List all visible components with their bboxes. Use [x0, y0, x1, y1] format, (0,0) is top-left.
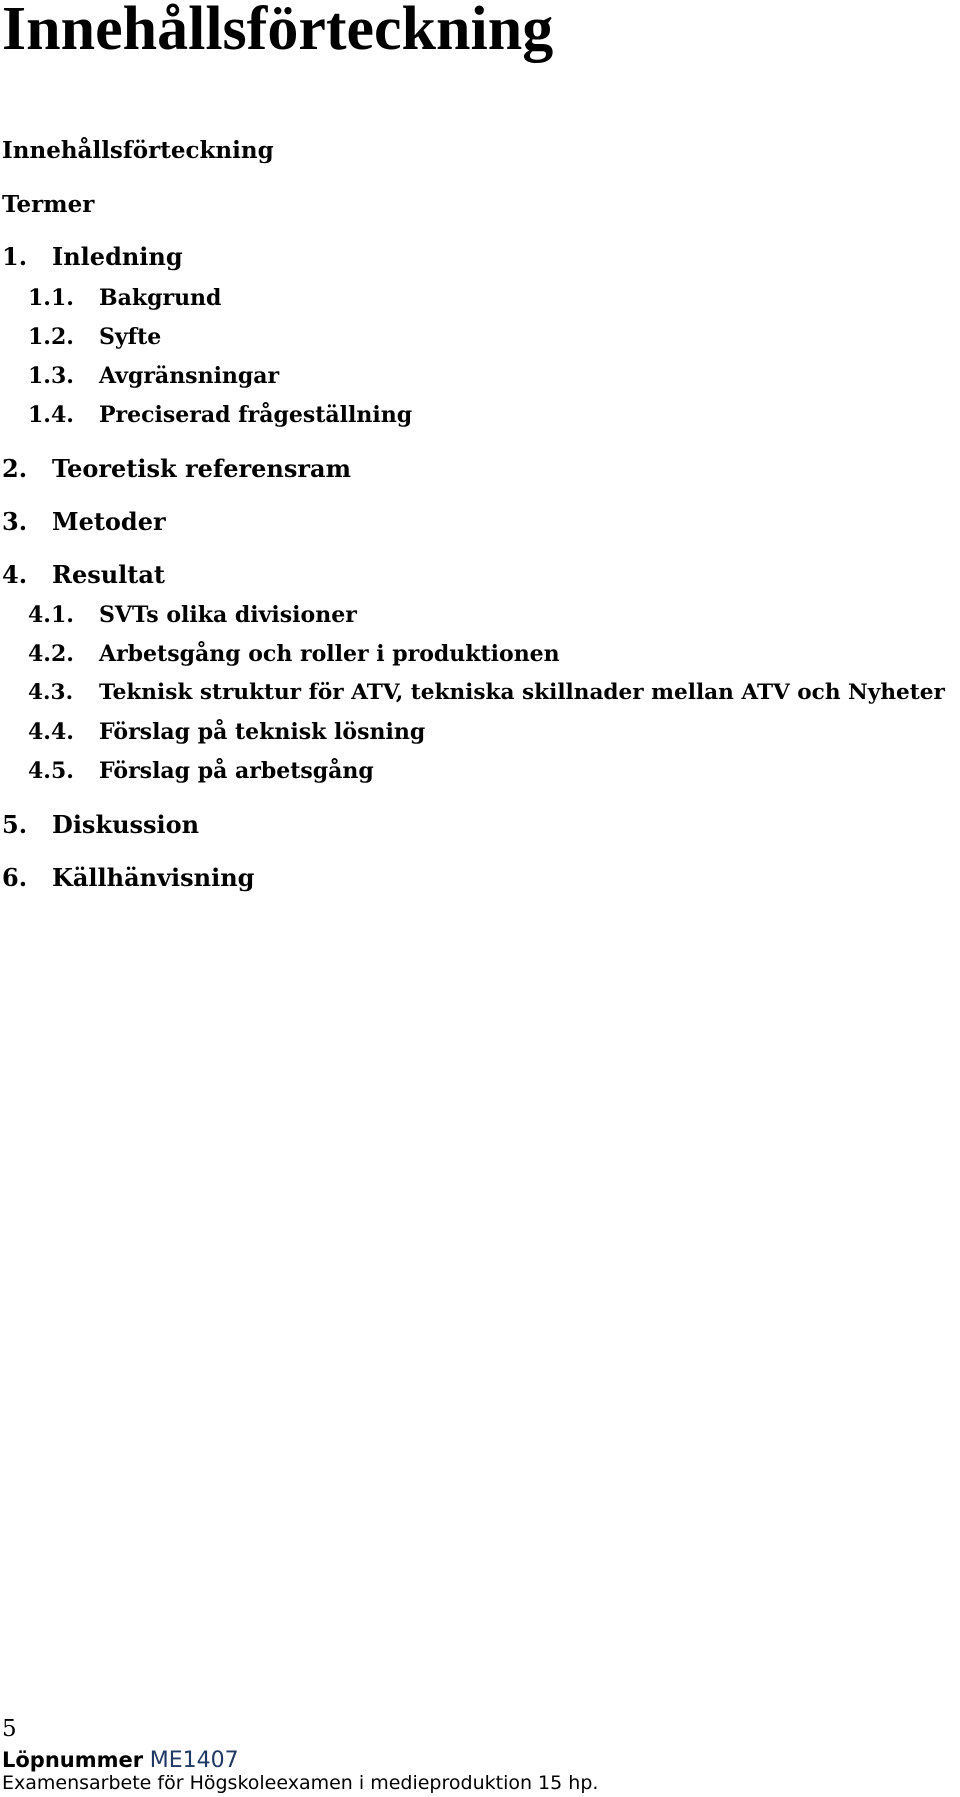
toc-entry-number: 1.	[2, 242, 28, 271]
toc-entry-number: 4.	[2, 560, 28, 589]
toc-entry-number: 1.2.	[28, 324, 74, 350]
toc-entry-text: Bakgrund	[99, 285, 222, 311]
toc-entry-number: 4.3.	[28, 680, 74, 705]
course-description: Examensarbete för Högskoleexamen i medieproduktion 15 hp.	[2, 1772, 599, 1794]
serial-number-value: ME1407	[149, 1748, 239, 1773]
page-number: 5	[2, 1716, 17, 1742]
toc-entry-text: Syfte	[99, 324, 162, 350]
toc-entry-number: 1.3.	[28, 363, 74, 389]
toc-entry-number: 5.	[2, 810, 28, 839]
toc-entry-text: Förslag på teknisk lösning	[99, 719, 426, 745]
toc-entry-number: 4.2.	[28, 641, 74, 667]
toc-entry-text: Preciserad frågeställning	[99, 402, 413, 428]
toc-entry-text: Resultat	[52, 560, 166, 589]
serial-number-label: Löpnummer	[2, 1748, 144, 1772]
page-title: Innehållsförteckning	[2, 0, 554, 63]
toc-entry-number: 4.1.	[28, 602, 74, 628]
toc-entry-terms[interactable]	[2, 193, 94, 216]
serial-number	[2, 1748, 239, 1773]
toc-entry-text: Avgränsningar	[99, 363, 280, 389]
toc-entry-text: Inledning	[52, 242, 183, 271]
toc-entry-text: Källhänvisning	[52, 863, 255, 892]
toc-entry-text: SVTs olika divisioner	[99, 602, 357, 628]
toc-entry-number: 2.	[2, 454, 28, 483]
toc-entry-text: Teknisk struktur för ATV, tekniska skillnader mellan ATV och Nyheter	[99, 680, 945, 705]
toc-entry-text: Innehållsförteckning	[2, 137, 274, 164]
toc-entry-text: Förslag på arbetsgång	[99, 758, 374, 784]
toc-entry-number: 4.4.	[28, 719, 74, 745]
toc-entry-number: 6.	[2, 863, 28, 892]
toc-entry-contents[interactable]	[2, 139, 274, 162]
toc-entry-number: 1.4.	[28, 402, 74, 428]
toc-entry-text: Metoder	[52, 507, 166, 536]
toc-entry-number: 4.5.	[28, 758, 74, 784]
toc-entry-text: Termer	[2, 191, 95, 218]
toc-entry-text: Arbetsgång och roller i produktionen	[99, 641, 560, 667]
toc-entry-number: 1.1.	[28, 285, 74, 311]
toc-entry-text: Diskussion	[52, 810, 200, 839]
toc-entry-number: 3.	[2, 507, 28, 536]
toc-entry-text: Teoretisk referensram	[52, 454, 351, 483]
